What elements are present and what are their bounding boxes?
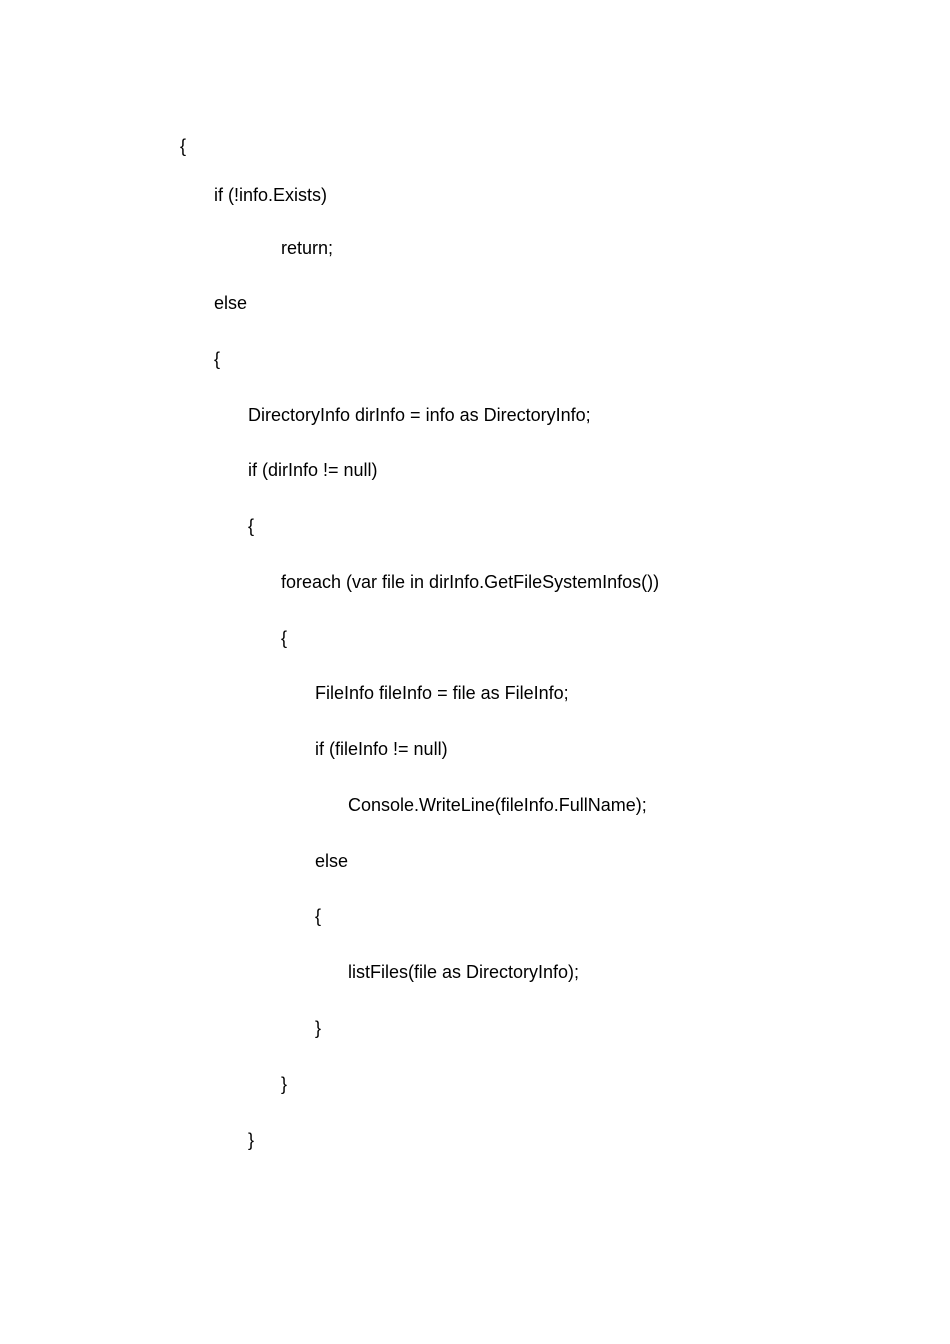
- code-line-if-fileinfo: if (fileInfo != null): [315, 739, 448, 759]
- code-line-open-brace: {: [180, 136, 187, 156]
- code-line-open-brace: {: [214, 349, 221, 369]
- code-line-close-brace: }: [315, 1018, 322, 1038]
- code-line-else: else: [315, 851, 349, 871]
- code-line-return: return;: [281, 238, 334, 258]
- code-line-else: else: [214, 293, 248, 313]
- code-line-fileinfo-decl: FileInfo fileInfo = file as FileInfo;: [315, 683, 569, 703]
- code-line-if-exists: if (!info.Exists): [214, 185, 328, 205]
- code-line-console-write: Console.WriteLine(fileInfo.FullName);: [348, 795, 647, 815]
- code-line-close-brace: }: [248, 1130, 255, 1150]
- code-line-open-brace: {: [248, 516, 255, 536]
- code-line-open-brace: {: [281, 628, 288, 648]
- code-line-open-brace: {: [315, 906, 322, 926]
- code-line-listfiles-call: listFiles(file as DirectoryInfo);: [348, 962, 580, 982]
- code-line-dirinfo-decl: DirectoryInfo dirInfo = info as DirectoryInfo;: [248, 405, 591, 425]
- code-line-if-dirinfo: if (dirInfo != null): [248, 460, 378, 480]
- code-line-close-brace: }: [281, 1074, 288, 1094]
- code-line-foreach: foreach (var file in dirInfo.GetFileSystemInfos()): [281, 572, 660, 592]
